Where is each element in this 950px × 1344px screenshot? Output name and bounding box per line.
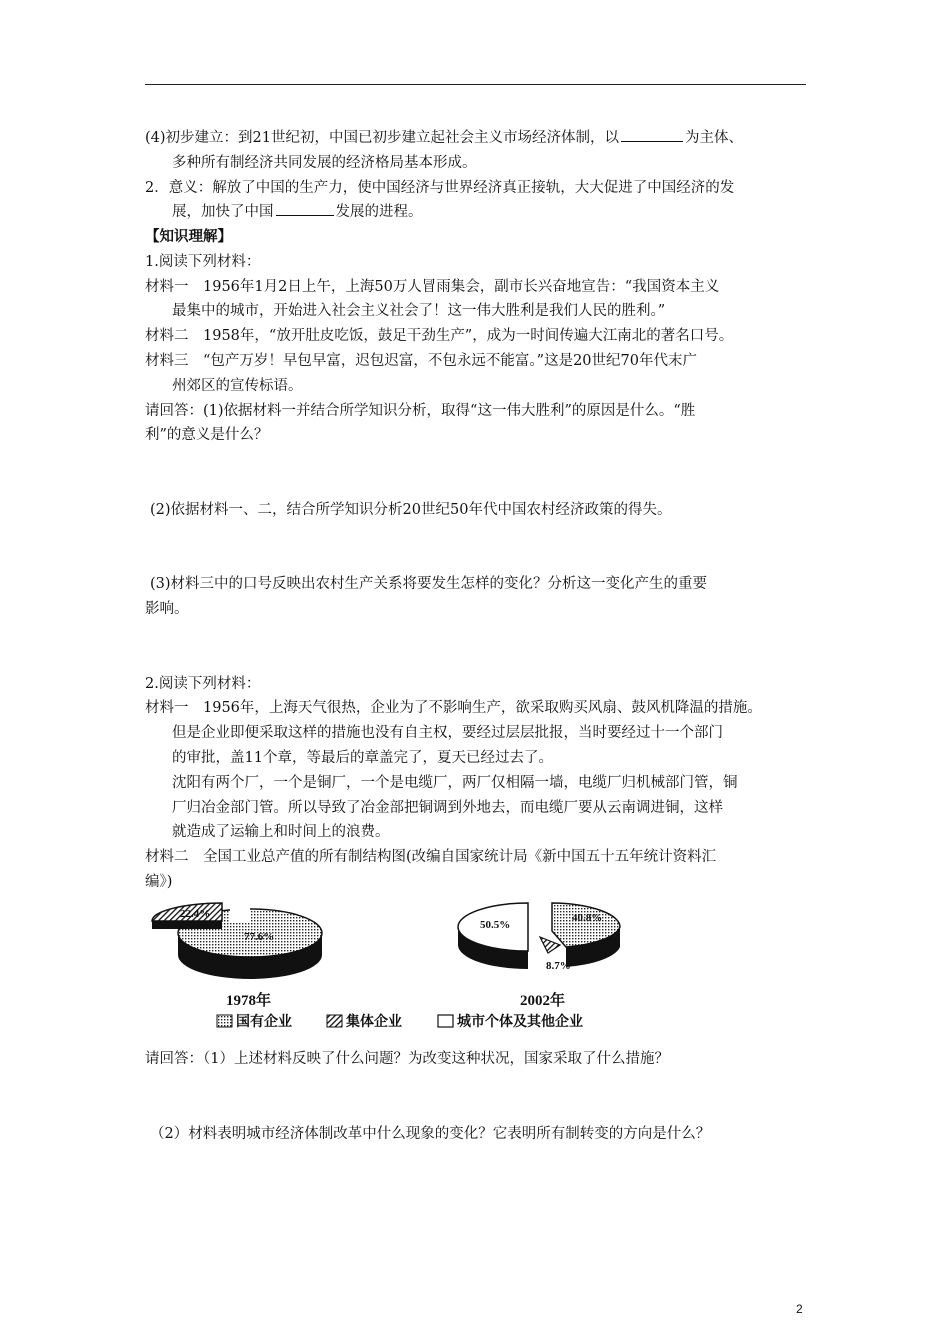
pie1978-cut	[230, 907, 250, 923]
q1-ask1-b: 利”的意义是什么？	[145, 427, 269, 443]
p1-line2: 多种所有制经济共同发展的经济格局基本形成。	[172, 155, 477, 171]
q2-material2-b: 编》)	[145, 874, 173, 890]
p2-text-c: 发展的进程。	[335, 204, 423, 220]
pie1978-label-state: 77.6%	[244, 931, 275, 943]
section-title: 【知识理解】	[145, 228, 232, 245]
p2-text-b: 展，加快了中国	[172, 204, 274, 220]
q1-intro: 1.阅读下列材料：	[145, 254, 261, 270]
pie2002-label-collective: 8.7%	[546, 960, 571, 972]
q2-intro: 2.阅读下列材料：	[145, 676, 261, 692]
q2-material2-a: 材料二 全国工业总产值的所有制结构图(改编自国家统计局《新中国五十五年统计资料汇	[145, 849, 717, 865]
q1-material3-a: 材料三 “包产万岁！早包早富，迟包迟富，不包永远不能富。”这是20世纪70年代末广	[145, 353, 697, 369]
q2-ask1: 请回答：（1）上述材料反映了什么问题？为改变这种状况，国家采取了什么措施？	[145, 1051, 669, 1067]
q2-material1-f: 就造成了运输上和时间上的浪费。	[172, 824, 390, 840]
ownership-pie-charts	[140, 893, 660, 1035]
page-number: 2	[796, 1302, 803, 1316]
p1-text-a: (4)初步建立：到21世纪初，中国已初步建立起社会主义市场经济体制，以	[145, 130, 619, 146]
p2-line2	[172, 202, 423, 222]
pie2002-title: 2002年	[520, 993, 566, 1009]
header-rule	[145, 84, 806, 85]
pie2002-label-state: 40.8%	[572, 912, 603, 924]
legend-label-state: 国有企业	[236, 1015, 292, 1030]
q2-material1-c: 的审批，盖11个章，等最后的章盖完了，夏天已经过去了。	[172, 750, 553, 766]
p1-line1	[145, 128, 743, 148]
q1-ask3-b: 影响。	[145, 601, 189, 617]
pie1978-title: 1978年	[226, 993, 272, 1009]
legend-swatch-state	[217, 1015, 232, 1027]
fill-blank-1[interactable]	[621, 128, 683, 142]
q2-material1-b: 但是企业即便采取这样的措施也没有自主权，要经过层层批报，当时要经过十一个部门	[172, 725, 723, 741]
p1-text-b: 为主体、	[685, 130, 743, 146]
legend-label-collective: 集体企业	[346, 1015, 402, 1030]
q1-material3-b: 州郊区的宣传标语。	[172, 378, 303, 394]
q2-ask2: （2）材料表明城市经济体制改革中什么现象的变化？它表明所有制转变的方向是什么？	[150, 1126, 711, 1142]
p2-line1: 2．意义：解放了中国的生产力，使中国经济与世界经济真正接轨，大大促进了中国经济的发	[145, 180, 735, 196]
legend-swatch-collective	[327, 1015, 342, 1027]
q1-material1-a: 材料一 1956年1月2日上午，上海50万人冒雨集会，副市长兴奋地宣告：“我国资本主义	[145, 279, 720, 295]
legend-label-private: 城市个体及其他企业	[457, 1015, 583, 1030]
q1-material2: 材料二 1958年，“放开肚皮吃饭，鼓足干劲生产”，成为一时间传遍大江南北的著名口号。	[145, 328, 734, 344]
q1-ask1-a: 请回答：(1)依据材料一并结合所学知识分析，取得“这一伟大胜利”的原因是什么。“胜	[145, 403, 696, 419]
q2-material1-e: 厂归冶金部门管。所以导致了冶金部把铜调到外地去，而电缆厂要从云南调进铜，这样	[172, 800, 723, 816]
pie1978-exploded-side	[152, 921, 222, 929]
pie2002-label-private: 50.5%	[480, 919, 511, 931]
q1-ask3-a: (3)材料三中的口号反映出农村生产关系将要发生怎样的变化？分析这一变化产生的重要	[150, 576, 708, 592]
pie1978-label-collective: 22.4%	[180, 908, 211, 920]
legend-swatch-private	[438, 1015, 453, 1027]
pie2002-slice-collective	[540, 937, 560, 953]
fill-blank-2[interactable]	[276, 202, 334, 216]
q2-material1-a: 材料一 1956年，上海天气很热，企业为了不影响生产，欲采取购买风扇、鼓风机降温的措施。	[145, 700, 762, 716]
q1-material1-b: 最集中的城市，开始进入社会主义社会了！这一伟大胜利是我们人民的胜利。”	[172, 303, 666, 319]
q2-material1-d: 沈阳有两个厂，一个是铜厂，一个是电缆厂，两厂仅相隔一墙，电缆厂归机械部门管，铜	[172, 775, 738, 791]
q1-ask2: (2)依据材料一、二，结合所学知识分析20世纪50年代中国农村经济政策的得失。	[150, 502, 672, 518]
